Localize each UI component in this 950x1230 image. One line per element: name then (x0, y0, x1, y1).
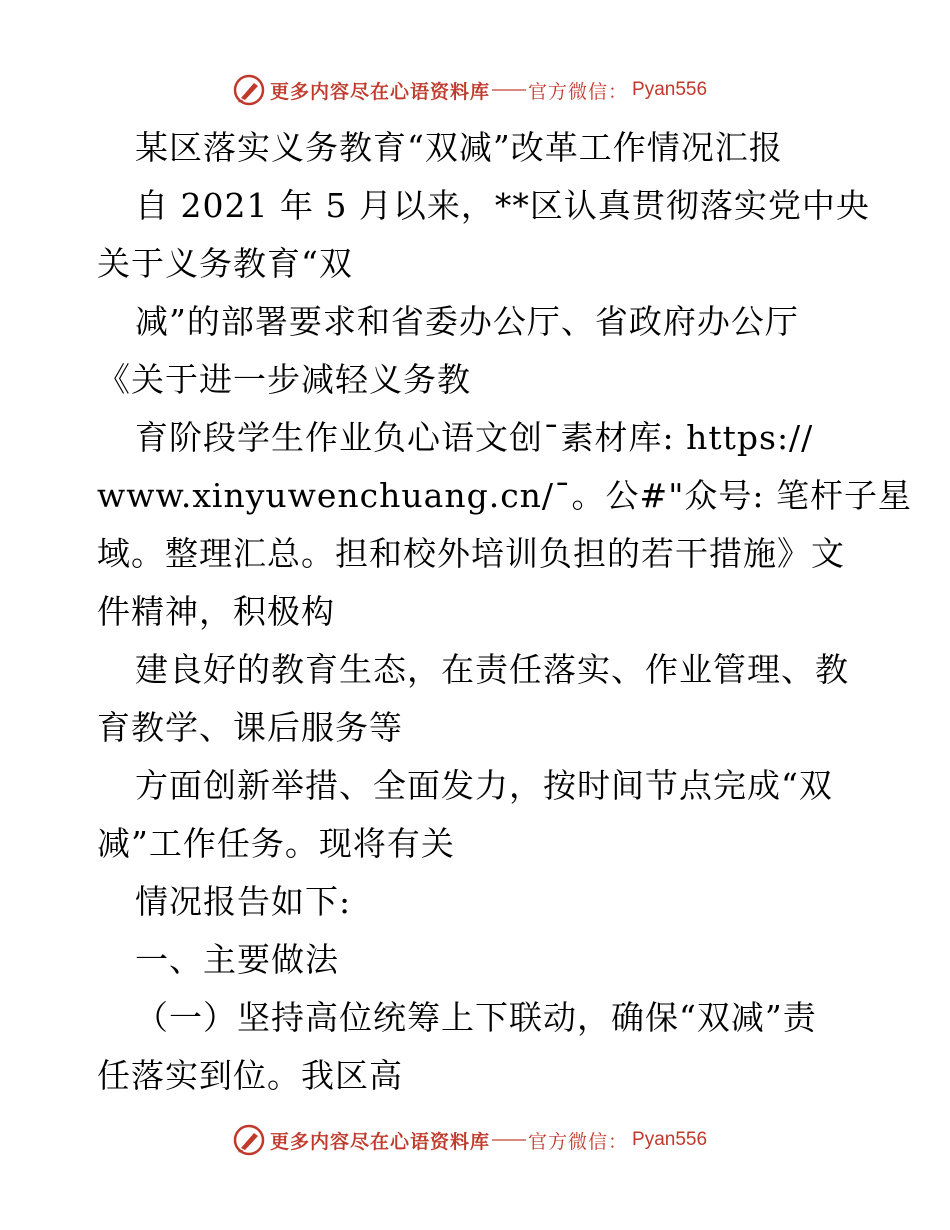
paragraph-line: 建良好的教育生态，在责任落实、作业管理、教 (135, 650, 849, 689)
watermark-wechat-id: Pyan556 (632, 79, 708, 100)
paragraph-line: 《关于进一步减轻义务教 (97, 360, 471, 399)
document-title: 某区落实义务教育“双减”改革工作情况汇报 (135, 128, 783, 167)
watermark-dash (492, 89, 526, 91)
paragraph-line: 育阶段学生作业负心语文创¯素材库: https:// (135, 418, 814, 457)
paragraph-line: 自 2021 年 5 月以来，**区认真贯彻落实党中央 (135, 186, 870, 225)
paragraph-line: 件精神，积极构 (97, 592, 335, 631)
paragraph-line: 减”工作任务。现将有关 (97, 824, 455, 863)
watermark-brand: 更多内容尽在心语资料库 (270, 80, 491, 103)
watermark-wechat-label: 官方微信： (528, 80, 629, 103)
watermark-wechat-id: Pyan556 (632, 1129, 708, 1150)
section-heading: 一、主要做法 (135, 940, 339, 979)
brush-pen-icon (232, 73, 266, 107)
subsection-heading: （一）坚持高位统筹上下联动，确保“双减”责 (135, 998, 817, 1037)
paragraph-line: 育教学、课后服务等 (97, 708, 403, 747)
header-watermark (232, 70, 707, 110)
paragraph-line: www.xinyuwenchuang.cn/¯。公#"众号: 笔杆子星 (97, 476, 912, 515)
paragraph-line: 情况报告如下: (135, 882, 352, 921)
paragraph-line: 关于义务教育“双 (97, 244, 353, 283)
watermark-wechat-label: 官方微信： (528, 1130, 629, 1153)
watermark-dash (492, 1139, 526, 1141)
brush-pen-icon (232, 1123, 266, 1157)
paragraph-line: 减”的部署要求和省委办公厅、省政府办公厅 (135, 302, 799, 341)
paragraph-line: 任落实到位。我区高 (97, 1056, 403, 1095)
document-body (97, 119, 912, 1105)
paragraph-line: 域。整理汇总。担和校外培训负担的若干措施》文 (97, 534, 845, 573)
footer-watermark (232, 1120, 707, 1160)
paragraph-line: 方面创新举措、全面发力，按时间节点完成“双 (135, 766, 833, 805)
watermark-brand: 更多内容尽在心语资料库 (270, 1130, 491, 1153)
